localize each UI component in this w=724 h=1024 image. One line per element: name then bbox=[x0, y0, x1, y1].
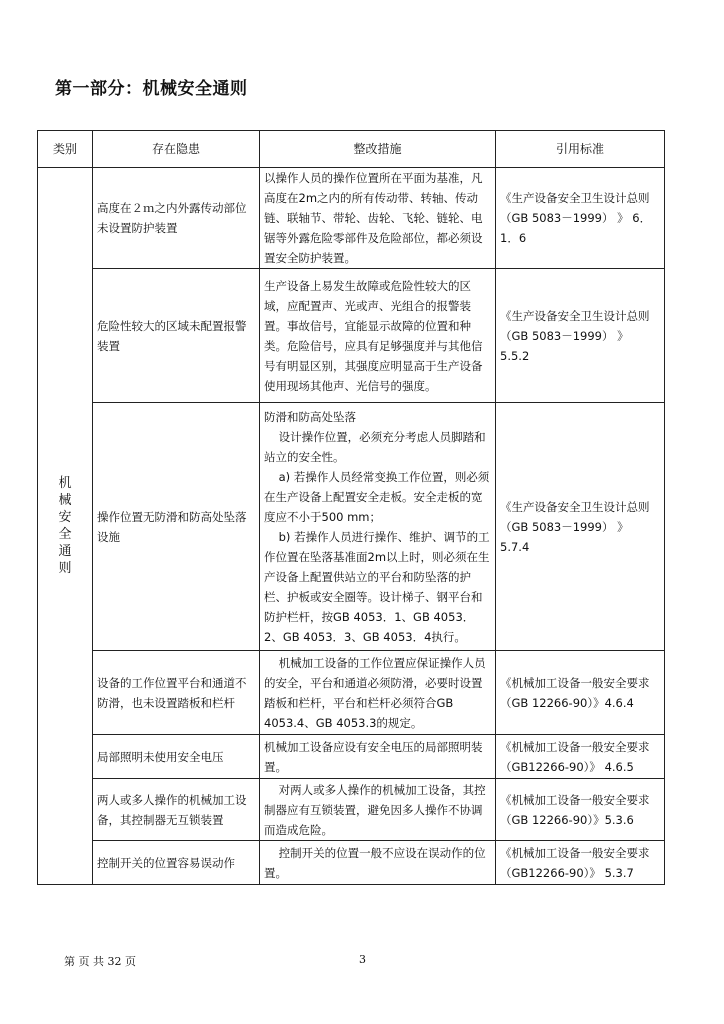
hazard-cell: 设备的工作位置平台和通道不防滑，也未设置踏板和栏杆 bbox=[93, 651, 260, 735]
table-row bbox=[38, 403, 665, 651]
measure-cell: 机械加工设备应设有安全电压的局部照明装置。 bbox=[260, 735, 496, 779]
hazard-table bbox=[37, 130, 665, 885]
page-number: 3 bbox=[359, 953, 366, 966]
standard-cell: 《机械加工设备一般安全要求（GB 12266-90）》4.6.4 bbox=[496, 651, 665, 735]
header-measure: 整改措施 bbox=[260, 131, 496, 168]
standard-cell: 《生产设备安全卫生设计总则（GB 5083－1999） 》 6．1．6 bbox=[496, 168, 665, 269]
measure-cell: 生产设备上易发生故障或危险性较大的区域，应配置声、光或声、光组合的报警装置。事故信号，宜能显示故障的位置和种类。危险信号，应具有足够强度并与其他信号有明显区别，其强度应明显高于生产设备使用现场其他声、光信号的强度。 bbox=[260, 269, 496, 403]
standard-cell: 《生产设备安全卫生设计总则（GB 5083－1999） 》 5.5.2 bbox=[496, 269, 665, 403]
hazard-cell: 局部照明未使用安全电压 bbox=[93, 735, 260, 779]
hazard-cell: 操作位置无防滑和防高处坠落设施 bbox=[93, 403, 260, 651]
page-title: 第一部分：机械安全通则 bbox=[55, 79, 248, 99]
table-row bbox=[38, 651, 665, 735]
measure-cell: 以操作人员的操作位置所在平面为基准，凡高度在2m之内的所有传动带、转轴、传动链、联轴节、带轮、齿轮、飞轮、链轮、电锯等外露危险零部件及危险部位，都必须设置安全防护装置。 bbox=[260, 168, 496, 269]
standard-cell: 《生产设备安全卫生设计总则（GB 5083－1999） 》 5.7.4 bbox=[496, 403, 665, 651]
standard-cell: 《机械加工设备一般安全要求（GB 12266-90）》5.3.6 bbox=[496, 779, 665, 841]
header-category: 类别 bbox=[38, 131, 93, 168]
header-standard: 引用标准 bbox=[496, 131, 665, 168]
header-hazard: 存在隐患 bbox=[93, 131, 260, 168]
table-row bbox=[38, 735, 665, 779]
hazard-cell: 高度在２ｍ之内外露传动部位未设置防护装置 bbox=[93, 168, 260, 269]
table-row bbox=[38, 168, 665, 269]
measure-cell: 防滑和防高处坠落 设计操作位置，必须充分考虑人员脚踏和站立的安全性。 a) 若操作人员经常变换工作位置，则必须在生产设备上配置安全走板。安全走板的宽度应不小于500 mm； b) 若操作人员进行操作、维护、调节的工作位置在坠落基准面2m以上时，则必须在生产设备上配置供站立的平台和防坠落的护栏、护板或安全圈等。设计梯子、钢平台和防护栏杆，按GB 4053．1、GB 4053．2、GB 4053．3、GB 4053．4执行。 bbox=[260, 403, 496, 651]
measure-cell: 控制开关的位置一般不应设在误动作的位置。 bbox=[260, 841, 496, 885]
table-row bbox=[38, 269, 665, 403]
hazard-cell: 控制开关的位置容易误动作 bbox=[93, 841, 260, 885]
table-row bbox=[38, 841, 665, 885]
table-row bbox=[38, 779, 665, 841]
measure-cell: 机械加工设备的工作位置应保证操作人员的安全，平台和通道必须防滑，必要时设置踏板和栏杆，平台和栏杆必须符合GB 4053.4、GB 4053.3的规定。 bbox=[260, 651, 496, 735]
standard-cell: 《机械加工设备一般安全要求（GB12266-90）》 5.3.7 bbox=[496, 841, 665, 885]
hazard-cell: 危险性较大的区域未配置报警装置 bbox=[93, 269, 260, 403]
category-cell: 机械安全通则 bbox=[38, 168, 93, 885]
standard-cell: 《机械加工设备一般安全要求（GB12266-90）》 4.6.5 bbox=[496, 735, 665, 779]
measure-cell: 对两人或多人操作的机械加工设备，其控制器应有互锁装置，避免因多人操作不协调而造成危险。 bbox=[260, 779, 496, 841]
page-footer-total: 第 页 共 32 页 bbox=[64, 955, 136, 968]
hazard-cell: 两人或多人操作的机械加工设备，其控制器无互锁装置 bbox=[93, 779, 260, 841]
table-header-row bbox=[38, 131, 665, 168]
